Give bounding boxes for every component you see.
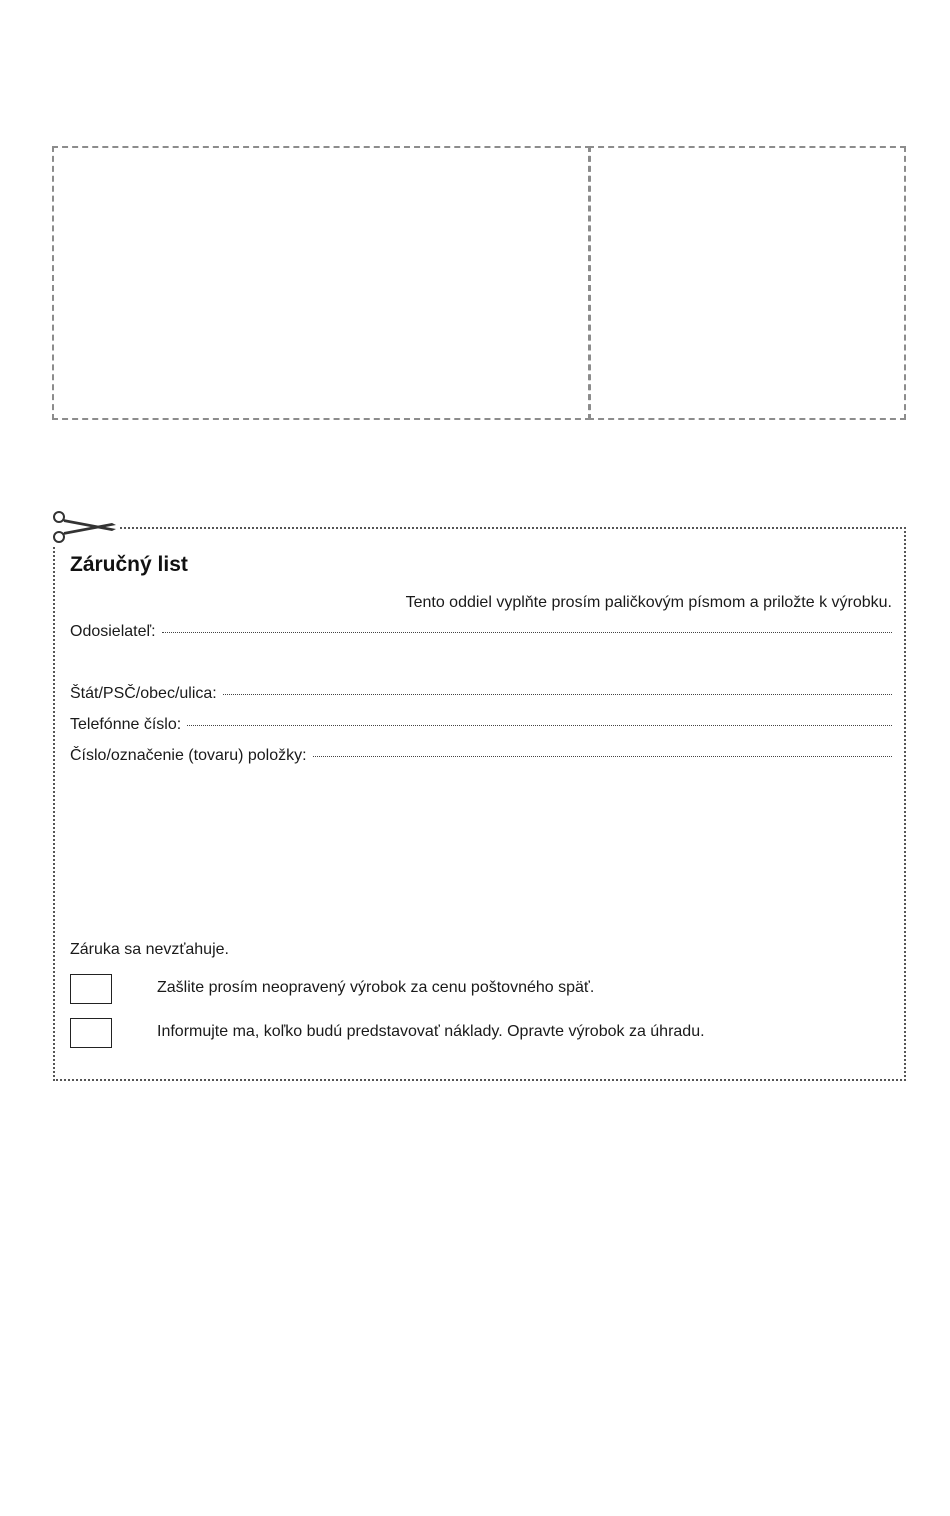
scissors-icon [50,509,120,545]
item-number-input-line[interactable] [313,755,892,757]
phone-label: Telefónne číslo: [70,716,182,733]
form-instruction: Tento oddiel vyplňte prosím paličkovým písmom a priložte k výrobku. [405,594,892,611]
return-unrepaired-checkbox[interactable] [70,974,112,1004]
form-title: Záručný list [70,553,188,576]
sender-label: Odosielateľ: [70,623,156,640]
dashed-box-right [588,146,906,420]
address-field[interactable] [70,685,892,703]
return-unrepaired-label: Zašlite prosím neopravený výrobok za cenu poštovného späť. [157,979,595,996]
warranty-note: Záruka sa nevzťahuje. [70,941,229,958]
sender-input-line[interactable] [162,631,892,633]
item-number-field[interactable] [70,747,892,765]
inform-costs-checkbox[interactable] [70,1018,112,1048]
phone-field[interactable] [70,716,892,734]
sender-field[interactable] [70,623,892,641]
inform-costs-label: Informujte ma, koľko budú predstavovať náklady. Opravte výrobok za úhradu. [157,1023,705,1040]
dashed-box-left [52,146,591,420]
address-input-line[interactable] [223,693,892,695]
address-label: Štát/PSČ/obec/ulica: [70,685,217,702]
item-number-label: Číslo/označenie (tovaru) položky: [70,747,307,764]
phone-input-line[interactable] [187,724,892,726]
